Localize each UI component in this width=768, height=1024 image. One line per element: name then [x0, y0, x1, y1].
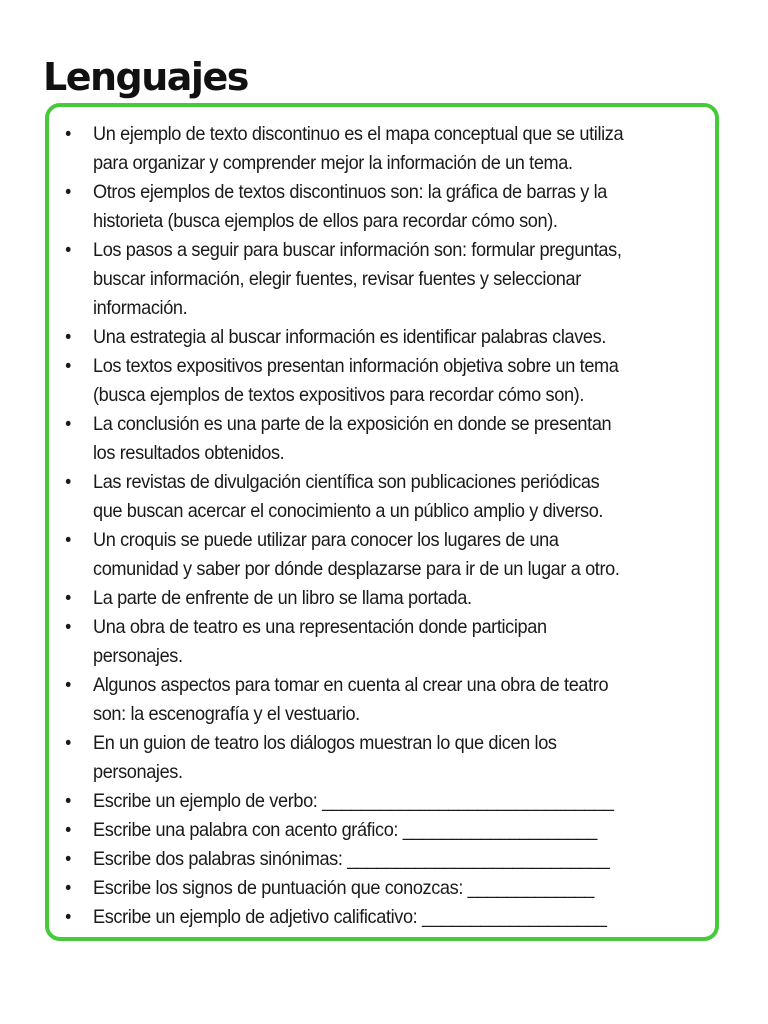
list-item-text	[93, 352, 662, 410]
list-item-line: Los textos expositivos presentan información objetiva sobre un tema	[93, 355, 619, 377]
list-item-line: (busca ejemplos de textos expositivos para recordar cómo son).	[93, 384, 585, 406]
list-item-text	[93, 323, 662, 352]
list-item-line: Un ejemplo de texto discontinuo es el mapa conceptual que se utiliza	[93, 123, 624, 145]
list-item	[52, 526, 671, 584]
list-item-line: buscar información, elegir fuentes, revisar fuentes y seleccionar	[93, 268, 581, 290]
bullet-icon: •	[65, 588, 71, 609]
bullet-icon: •	[65, 356, 71, 377]
bullet-icon: •	[65, 124, 71, 145]
list-item-line: son: la escenografía y el vestuario.	[93, 703, 360, 725]
list-item	[52, 787, 671, 816]
list-item-line: Una obra de teatro es una representación donde participan	[93, 616, 547, 638]
list-item	[52, 468, 671, 526]
list-item-line: información.	[93, 297, 188, 319]
list-item	[52, 816, 671, 845]
list-item-line: Algunos aspectos para tomar en cuenta al crear una obra de teatro	[93, 674, 609, 696]
list-item	[52, 903, 671, 932]
list-item	[52, 845, 671, 874]
list-item-line: personajes.	[93, 645, 183, 667]
list-item-text	[93, 816, 662, 845]
list-item-line: Un croquis se puede utilizar para conocer los lugares de una	[93, 529, 559, 551]
bullet-icon: •	[65, 907, 71, 928]
list-item-line: Escribe un ejemplo de verbo: ______________________________	[93, 790, 614, 812]
content-box	[45, 103, 719, 941]
list-item-line: Los pasos a seguir para buscar información son: formular preguntas,	[93, 239, 622, 261]
page-title: Lenguajes	[43, 55, 248, 99]
list-item-line: La conclusión es una parte de la exposición en donde se presentan	[93, 413, 612, 435]
list-item	[52, 236, 671, 323]
bullet-icon: •	[65, 849, 71, 870]
list-item-text	[93, 178, 662, 236]
list-item-text	[93, 410, 662, 468]
list-item-line: Escribe los signos de puntuación que conozcas: _____________	[93, 877, 594, 899]
list-item-line: Otros ejemplos de textos discontinuos son: la gráfica de barras y la	[93, 181, 607, 203]
list-item-line: Escribe una palabra con acento gráfico: ____________________	[93, 819, 598, 841]
bullet-icon: •	[65, 327, 71, 348]
bullet-icon: •	[65, 530, 71, 551]
bullet-icon: •	[65, 240, 71, 261]
list-item-text	[93, 584, 662, 613]
list-item	[52, 323, 671, 352]
list-item	[52, 410, 671, 468]
bullet-icon: •	[65, 820, 71, 841]
list-item-line: Escribe un ejemplo de adjetivo calificativo: ___________________	[93, 906, 607, 928]
list-item	[52, 178, 671, 236]
bullet-icon: •	[65, 414, 71, 435]
list-item-text	[93, 236, 662, 323]
bullet-icon: •	[65, 791, 71, 812]
list-item-line: historieta (busca ejemplos de ellos para recordar cómo son).	[93, 210, 558, 232]
list-item	[52, 120, 671, 178]
list-item-text	[93, 120, 662, 178]
list-item	[52, 729, 671, 787]
list-item-line: comunidad y saber por dónde desplazarse para ir de un lugar a otro.	[93, 558, 620, 580]
list-item-text	[93, 903, 662, 932]
list-item-text	[93, 526, 662, 584]
list-item-text	[93, 845, 662, 874]
bullet-icon: •	[65, 733, 71, 754]
list-item-line: Escribe dos palabras sinónimas: ___________________________	[93, 848, 610, 870]
list-item-line: para organizar y comprender mejor la información de un tema.	[93, 152, 573, 174]
bullet-icon: •	[65, 878, 71, 899]
list-item	[52, 584, 671, 613]
bullet-icon: •	[65, 675, 71, 696]
bullet-icon: •	[65, 472, 71, 493]
list-item-text	[93, 613, 662, 671]
list-item-line: La parte de enfrente de un libro se llama portada.	[93, 587, 472, 609]
list-item	[52, 613, 671, 671]
list-item-line: personajes.	[93, 761, 183, 783]
list-item-line: los resultados obtenidos.	[93, 442, 285, 464]
bullet-list	[49, 120, 715, 932]
list-item-line: Una estrategia al buscar información es identificar palabras claves.	[93, 326, 606, 348]
list-item-line: que buscan acercar el conocimiento a un público amplio y diverso.	[93, 500, 604, 522]
list-item-text	[93, 729, 662, 787]
list-item	[52, 671, 671, 729]
list-item-text	[93, 671, 662, 729]
bullet-icon: •	[65, 617, 71, 638]
list-item-text	[93, 787, 662, 816]
list-item-text	[93, 468, 662, 526]
list-item	[52, 352, 671, 410]
list-item-line: Las revistas de divulgación científica son publicaciones periódicas	[93, 471, 600, 493]
list-item-text	[93, 874, 662, 903]
list-item	[52, 874, 671, 903]
list-item-line: En un guion de teatro los diálogos muestran lo que dicen los	[93, 732, 557, 754]
bullet-icon: •	[65, 182, 71, 203]
